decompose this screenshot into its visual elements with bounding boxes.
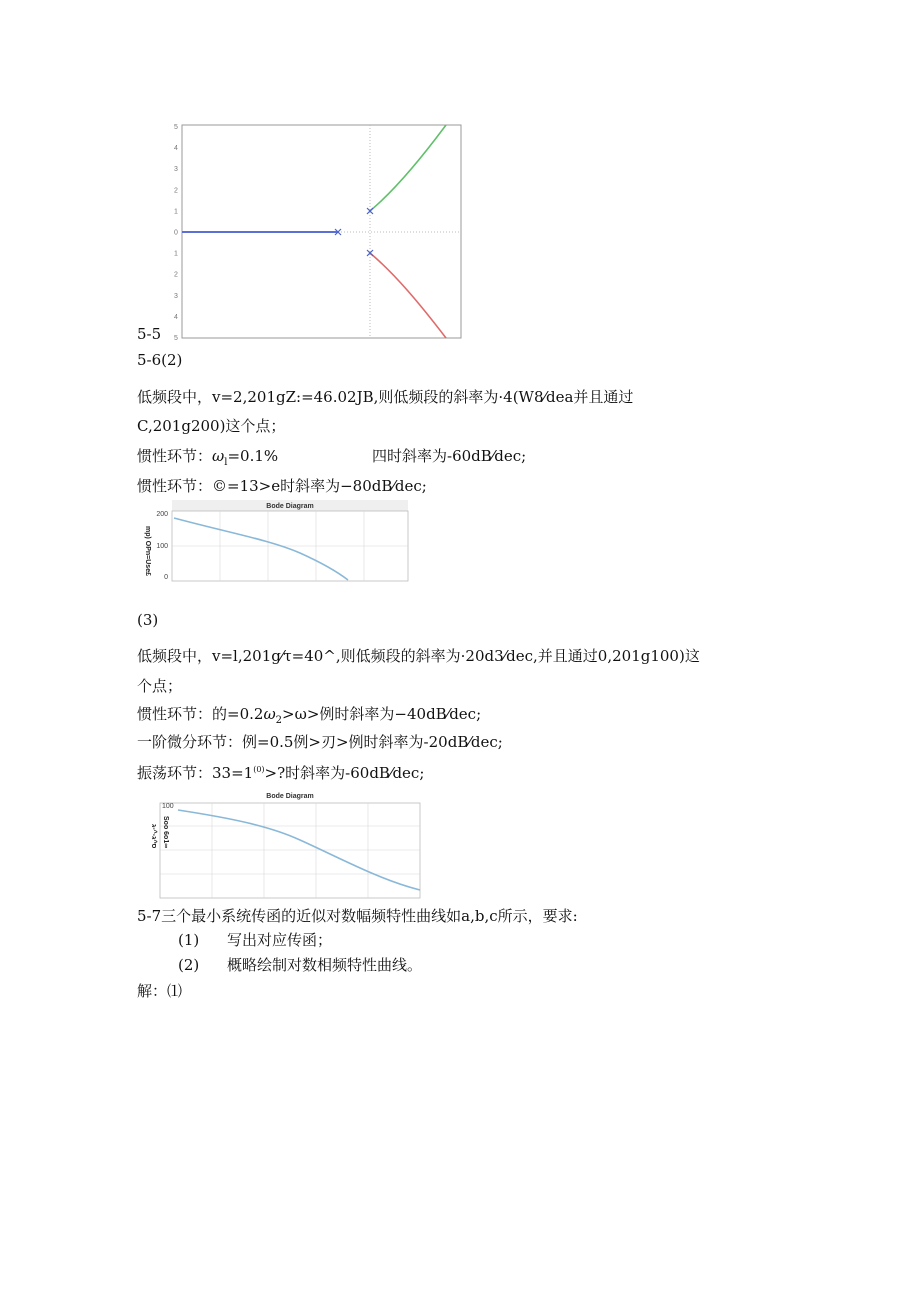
text-line: 低频段中，v=2,201gZ:=46.02JB,则低频段的斜率为·4(W8⁄dea并且通过	[137, 388, 634, 406]
subscript: l	[224, 457, 228, 468]
y-tick-label: 2	[174, 271, 178, 279]
superscript: (0)	[253, 765, 265, 774]
bode-diagram-1	[140, 498, 410, 582]
text-fragment: 惯性环节：的=0.2	[137, 705, 264, 723]
text-line: 四时斜率为-60dB⁄dec;	[372, 447, 527, 465]
subscript: 2	[275, 715, 283, 726]
section-label-5-5: 5-5	[137, 325, 162, 343]
y-tick-label: 1	[174, 208, 178, 216]
y-tick-label: 5	[174, 124, 178, 131]
text-line: 个点；	[137, 677, 183, 695]
y-axis-label: mp) OPn=Use£	[144, 526, 151, 576]
text-fragment: 振荡环节：33=1	[137, 764, 254, 782]
list-item-text: 概略绘制对数相频特性曲线。	[227, 956, 423, 974]
text-line: 惯性环节：©=13>e时斜率为−80dB⁄dec;	[137, 477, 427, 495]
text-line: C,201g200)这个点；	[137, 417, 286, 435]
text-fragment: 惯性环节：	[137, 447, 213, 465]
y-tick-label: 0	[164, 574, 168, 581]
y-tick-label: 5	[174, 335, 178, 342]
text-line: 低频段中，v=l,201g⁄τ=40^,则低频段的斜率为·20d3⁄dec,并且通过0,201g100)这	[137, 647, 700, 665]
list-item-number: (1)	[178, 931, 200, 949]
y-tick-label: 3	[174, 166, 178, 174]
text-line	[137, 704, 481, 731]
omega-symbol: ω	[212, 447, 225, 465]
text-fragment: >?时斜率为-60dB⁄dec;	[264, 764, 425, 782]
y-tick-label: 200	[156, 511, 168, 518]
y-tick-label: 100	[156, 543, 168, 550]
y-tick-label: 4	[174, 313, 178, 321]
bode-diagram-2	[140, 788, 424, 900]
list-item-number: (2)	[178, 956, 200, 974]
text-line: 5-7三个最小系统传函的近似对数幅频特性曲线如a,b,c所示，要求:	[137, 907, 578, 925]
root-locus-plot	[170, 120, 465, 342]
y-axis-label-secondary: ס^ג-^-ג	[150, 824, 157, 849]
section-label-3: (3)	[137, 611, 159, 629]
list-item-text: 写出对应传函；	[227, 931, 333, 949]
y-tick-label: 1	[174, 250, 178, 258]
bode-title: Bode Diagram	[266, 503, 314, 510]
section-label-5-6: 5-6(2)	[137, 351, 183, 369]
y-tick-label: 2	[174, 187, 178, 195]
solution-label: 解：⑴	[137, 982, 183, 1000]
text-line	[137, 446, 278, 473]
y-tick-label: 0	[174, 229, 178, 237]
omega-symbol: ω	[263, 705, 276, 723]
y-tick-label: 3	[174, 292, 178, 300]
text-fragment: >ω>例时斜率为−40dB⁄dec;	[282, 705, 482, 723]
text-line: 一阶微分环节：例=0.5例>刃>例时斜率为-20dB⁄dec;	[137, 733, 503, 751]
y-axis-label: Soo 6o1∞	[162, 816, 169, 849]
y-tick-label: 100	[162, 803, 174, 810]
text-fragment: =0.1%	[227, 447, 279, 465]
y-tick-label: 4	[174, 145, 178, 153]
text-line	[137, 760, 424, 783]
bode-title: Bode Diagram	[266, 793, 314, 800]
